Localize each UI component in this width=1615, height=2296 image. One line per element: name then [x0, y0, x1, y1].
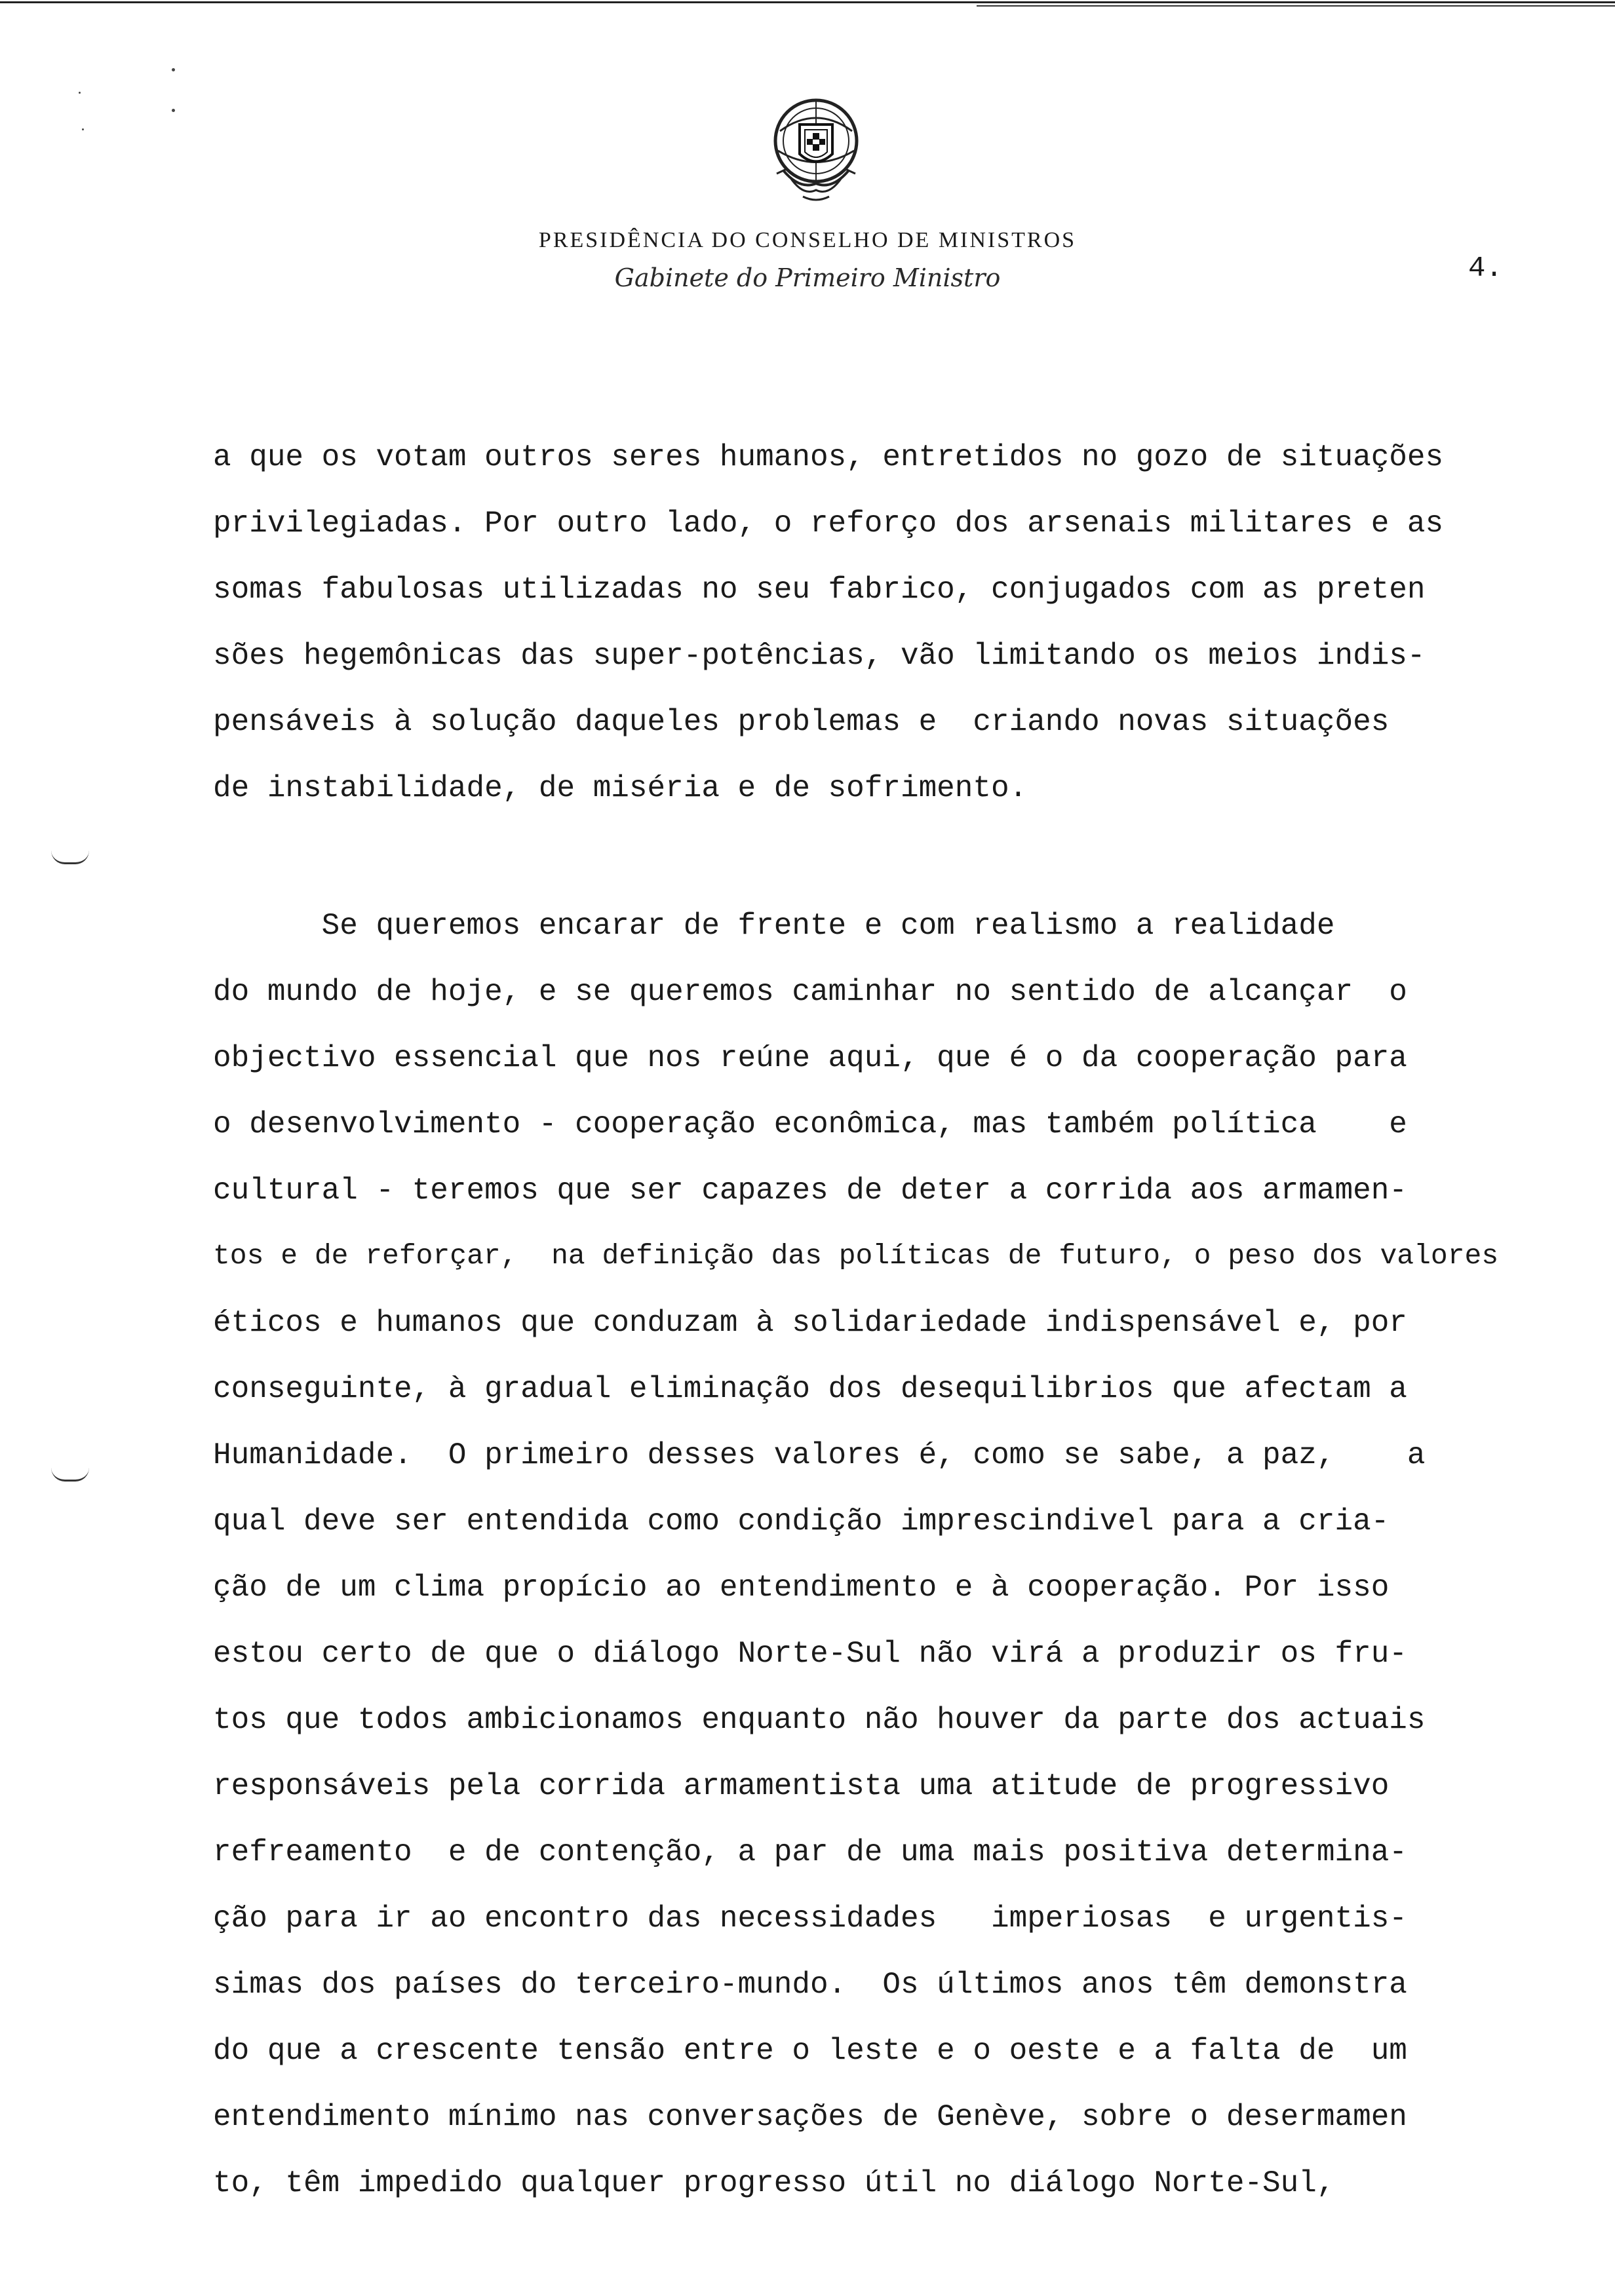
text-line: objectivo essencial que nos reúne aqui, que é o da cooperação para [213, 1041, 1407, 1075]
page-number: 4. [1468, 252, 1503, 285]
text-line: privilegiadas. Por outro lado, o reforço dos arsenais militares e as [213, 507, 1444, 541]
text-line: responsáveis pela corrida armamentista uma atitude de progressivo [213, 1769, 1390, 1803]
text-line: Humanidade. O primeiro desses valores é, como se sabe, a paz, a [213, 1438, 1426, 1472]
margin-speck [172, 109, 175, 112]
text-line: o desenvolvimento - cooperação econômica, mas também política e [213, 1107, 1407, 1141]
text-line: tos e de reforçar, na definição das políticas de futuro, o peso dos valores [213, 1240, 1499, 1272]
text-line: de instabilidade, de miséria e de sofrimento. [213, 771, 1028, 805]
text-line: estou certo de que o diálogo Norte-Sul não virá a produzir os fru- [213, 1637, 1407, 1671]
text-line: a que os votam outros seres humanos, entretidos no gozo de situações [213, 440, 1444, 474]
text-line: refreamento e de contenção, a par de uma mais positiva determina- [213, 1835, 1407, 1869]
top-border-line-secondary [977, 5, 1615, 7]
text-line: pensáveis à solução daqueles problemas e criando novas situações [213, 705, 1390, 739]
text-line: Se queremos encarar de frente e com realismo a realidade [213, 909, 1335, 943]
margin-speck [79, 92, 81, 94]
organization-title: PRESIDÊNCIA DO CONSELHO DE MINISTROS [538, 228, 1077, 252]
text-line: somas fabulosas utilizadas no seu fabrico, conjugados com as preten [213, 573, 1426, 607]
margin-hole-mark [51, 1468, 89, 1482]
text-line: entendimento mínimo nas conversações de Genève, sobre o desermamen [213, 2100, 1407, 2134]
top-border-line [0, 1, 1615, 3]
text-line: do mundo de hoje, e se queremos caminhar no sentido de alcançar o [213, 975, 1407, 1009]
text-line: tos que todos ambicionamos enquanto não houver da parte dos actuais [213, 1703, 1426, 1737]
text-line: qual deve ser entendida como condição imprescindivel para a cria- [213, 1504, 1390, 1539]
text-line: do que a crescente tensão entre o leste e o oeste e a falta de um [213, 2034, 1407, 2068]
text-line: éticos e humanos que conduzam à solidariedade indispensável e, por [213, 1306, 1407, 1340]
margin-speck [82, 128, 84, 130]
text-line: cultural - teremos que ser capazes de deter a corrida aos armamen- [213, 1174, 1407, 1208]
cabinet-title: Gabinete do Primeiro Ministro [614, 263, 1001, 292]
margin-speck [172, 68, 175, 71]
margin-hole-mark [51, 851, 89, 864]
text-line: sões hegemônicas das super-potências, vão limitando os meios indis- [213, 639, 1426, 673]
text-line: simas dos países do terceiro-mundo. Os últimos anos têm demonstra [213, 1968, 1407, 2002]
text-line: ção para ir ao encontro das necessidades imperiosas e urgentis- [213, 1902, 1407, 1936]
text-line: ção de um clima propício ao entendimento e à cooperação. Por isso [213, 1571, 1390, 1605]
text-line: to, têm impedido qualquer progresso útil no diálogo Norte-Sul, [213, 2166, 1335, 2200]
text-line: conseguinte, à gradual eliminação dos desequilibrios que afectam a [213, 1372, 1407, 1406]
coat-of-arms-icon [764, 92, 868, 206]
